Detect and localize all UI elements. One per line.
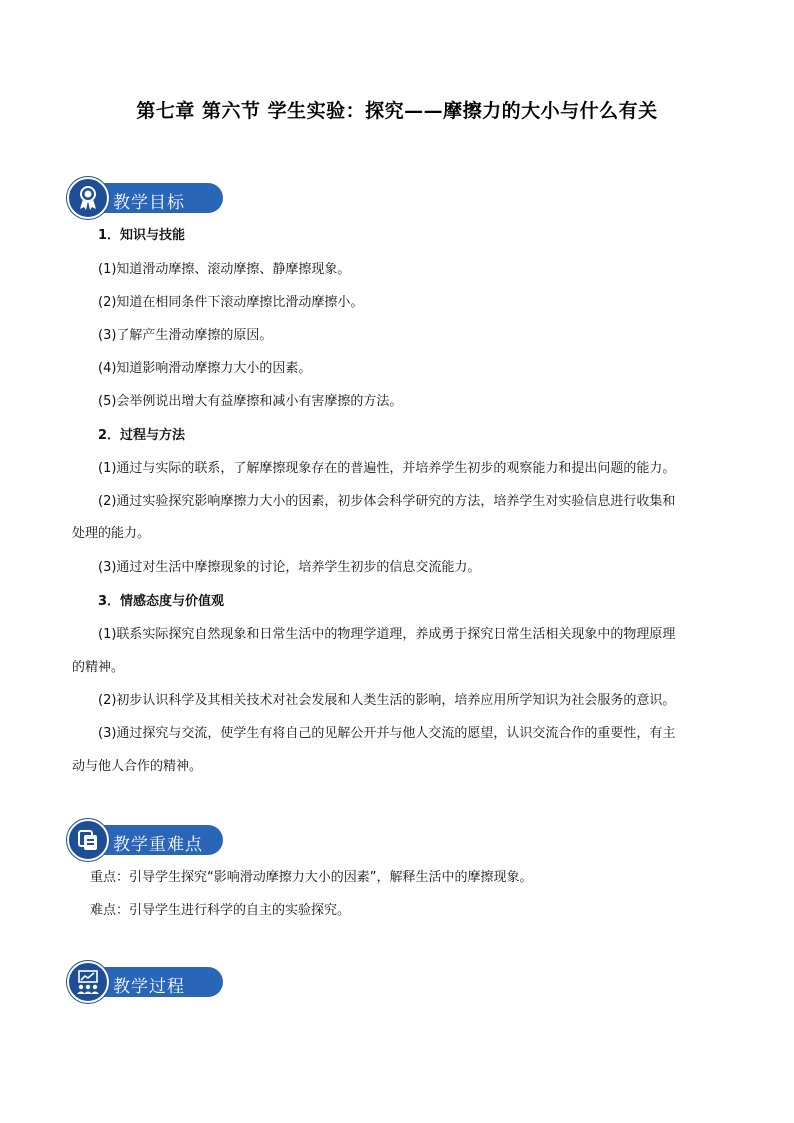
subsection-label: 3．情感态度与价值观 xyxy=(98,594,225,609)
list-item: (3)通过探究与交流，使学生有将自己的见解公开并与他人交流的愿望，认识交流合作的重要性，有主 xyxy=(98,726,676,741)
list-item: (2)通过实验探究影响摩擦力大小的因素，初步体会科学研究的方法，培养学生对实验信息进行收集和 xyxy=(98,494,676,509)
list-item: (3)通过对生活中摩擦现象的讨论，培养学生初步的信息交流能力。 xyxy=(98,560,481,575)
chart-people-icon xyxy=(67,961,109,1003)
list-item-continuation: 处理的能力。 xyxy=(72,526,151,541)
list-item: (4)知道影响滑动摩擦力大小的因素。 xyxy=(98,361,312,376)
list-item: (1)知道滑动摩擦、滚动摩擦、静摩擦现象。 xyxy=(98,262,351,277)
section-header-objectives xyxy=(67,177,227,217)
award-ribbon-icon xyxy=(67,177,109,219)
list-item: (5)会举例说出增大有益摩擦和减小有害摩擦的方法。 xyxy=(98,394,403,409)
key-point-focus: 重点：引导学生探究“影响滑动摩擦力大小的因素”，解释生活中的摩擦现象。 xyxy=(90,870,533,885)
list-item: (2)知道在相同条件下滚动摩擦比滑动摩擦小。 xyxy=(98,295,364,310)
list-item: (2)初步认识科学及其相关技术对社会发展和人类生活的影响，培养应用所学知识为社会服务的意识。 xyxy=(98,693,676,708)
list-item: (3)了解产生滑动摩擦的原因。 xyxy=(98,328,273,343)
stacked-documents-icon xyxy=(67,819,109,861)
key-point-difficulty: 难点：引导学生进行科学的自主的实验探究。 xyxy=(90,903,351,918)
section-header-keypoints xyxy=(67,819,227,859)
section-heading: 教学重难点 xyxy=(113,835,203,855)
section-header-process xyxy=(67,961,227,1001)
list-item-continuation: 的精神。 xyxy=(72,660,125,675)
subsection-label: 2．过程与方法 xyxy=(98,428,186,443)
list-item: (1)联系实际探究自然现象和日常生活中的物理学道理，养成勇于探究日常生活相关现象中的物理原理 xyxy=(98,627,676,642)
section-heading: 教学过程 xyxy=(113,977,185,997)
page-title: 第七章 第六节 学生实验：探究——摩擦力的大小与什么有关 xyxy=(136,100,658,122)
section-heading: 教学目标 xyxy=(113,193,185,213)
list-item-continuation: 动与他人合作的精神。 xyxy=(72,759,203,774)
subsection-label: 1．知识与技能 xyxy=(98,228,186,243)
list-item: (1)通过与实际的联系，了解摩擦现象存在的普遍性，并培养学生初步的观察能力和提出问题的能力。 xyxy=(98,461,676,476)
